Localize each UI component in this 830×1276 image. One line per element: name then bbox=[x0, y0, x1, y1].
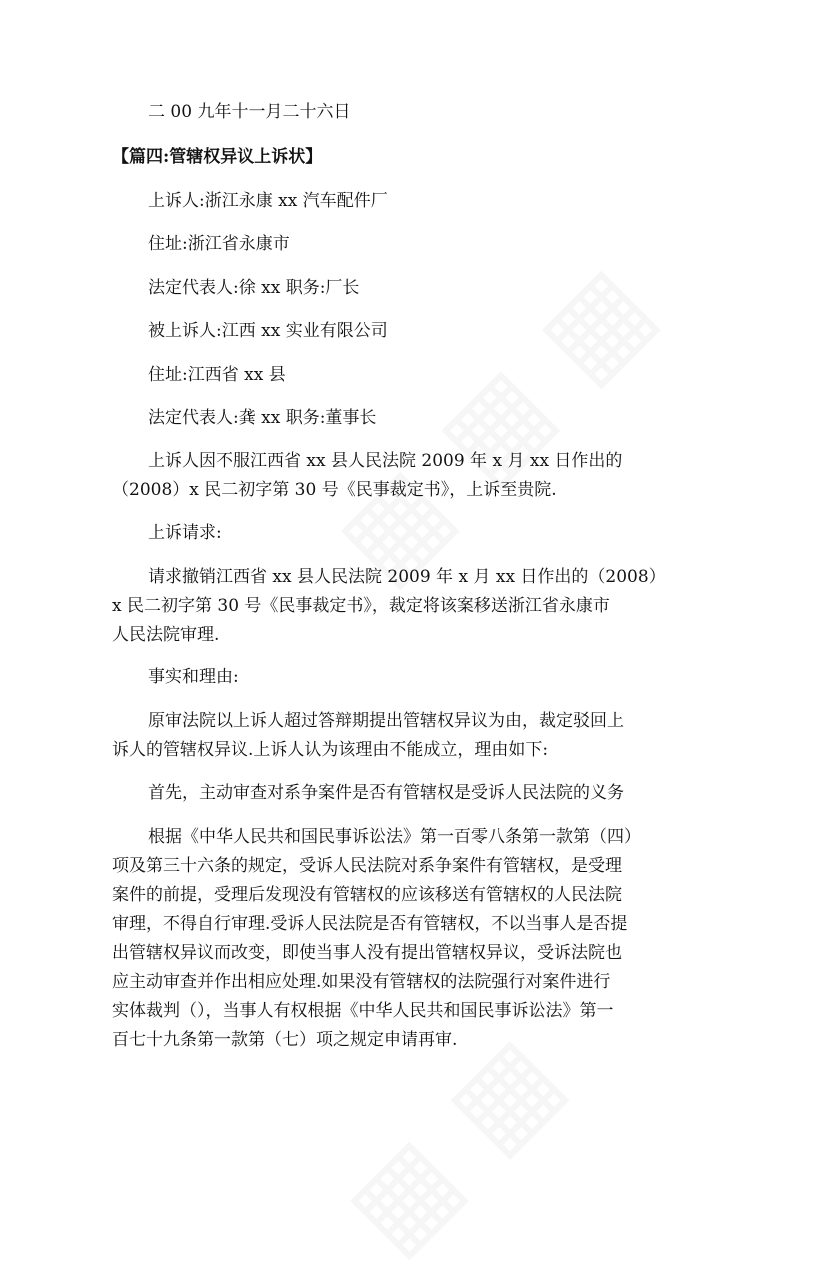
law-paragraph-line: 案件的前提，受理后发现没有管辖权的应该移送有管辖权的人民法院 bbox=[112, 885, 622, 905]
facts-paragraph-line: 原审法院以上诉人超过答辩期提出管辖权异议为由，裁定驳回上 bbox=[148, 711, 624, 731]
law-paragraph-line: 应主动审查并作出相应处理.如果没有管辖权的法院强行对案件进行 bbox=[112, 972, 611, 992]
law-paragraph-line: 实体裁判（），当事人有权根据《中华人民共和国民事诉讼法》第一 bbox=[112, 1001, 614, 1021]
law-paragraph-line: 审理，不得自行审理.受诉人民法院是否有管辖权，不以当事人是否提 bbox=[112, 914, 628, 934]
appellant-address-line: 住址:浙江省永康市 bbox=[148, 234, 290, 254]
facts-title: 事实和理由: bbox=[148, 667, 239, 687]
law-paragraph-line: 根据《中华人民共和国民事诉讼法》第一百零八条第一款第（四） bbox=[148, 827, 641, 847]
law-paragraph-line: 百七十九条第一款第（七）项之规定申请再审. bbox=[112, 1030, 458, 1050]
appellant-line: 上诉人:浙江永康 xx 汽车配件厂 bbox=[148, 191, 388, 211]
date-line: 二 00 九年十一月二十六日 bbox=[148, 102, 351, 122]
law-paragraph-line: 项及第三十六条的规定，受诉人民法院对系争案件有管辖权，是受理 bbox=[112, 856, 622, 876]
point-one-line: 首先，主动审查对系争案件是否有管辖权是受诉人民法院的义务 bbox=[148, 783, 624, 803]
facts-paragraph-line: 诉人的管辖权异议.上诉人认为该理由不能成立，理由如下: bbox=[112, 740, 549, 760]
law-paragraph-line: 出管辖权异议而改变，即使当事人没有提出管辖权异议，受诉法院也 bbox=[112, 943, 622, 963]
request-paragraph-line: 请求撤销江西省 xx 县人民法院 2009 年 x 月 xx 日作出的（2008） bbox=[148, 567, 666, 587]
appellant-representative-line: 法定代表人:徐 xx 职务:厂长 bbox=[148, 278, 360, 298]
request-paragraph-line: 人民法院审理. bbox=[112, 625, 220, 645]
appellee-address-line: 住址:江西省 xx 县 bbox=[148, 365, 286, 385]
intro-paragraph-line: （2008）x 民二初字第 30 号《民事裁定书》，上诉至贵院. bbox=[112, 480, 557, 500]
request-paragraph-line: x 民二初字第 30 号《民事裁定书》，裁定将该案移送浙江省永康市 bbox=[112, 596, 610, 616]
appellee-line: 被上诉人:江西 xx 实业有限公司 bbox=[148, 321, 388, 341]
section-heading: 【篇四:管辖权异议上诉状】 bbox=[112, 147, 323, 167]
request-title: 上诉请求: bbox=[148, 523, 222, 543]
intro-paragraph-line: 上诉人因不服江西省 xx 县人民法院 2009 年 x 月 xx 日作出的 bbox=[148, 451, 623, 471]
appellee-representative-line: 法定代表人:龚 xx 职务:董事长 bbox=[148, 408, 377, 428]
